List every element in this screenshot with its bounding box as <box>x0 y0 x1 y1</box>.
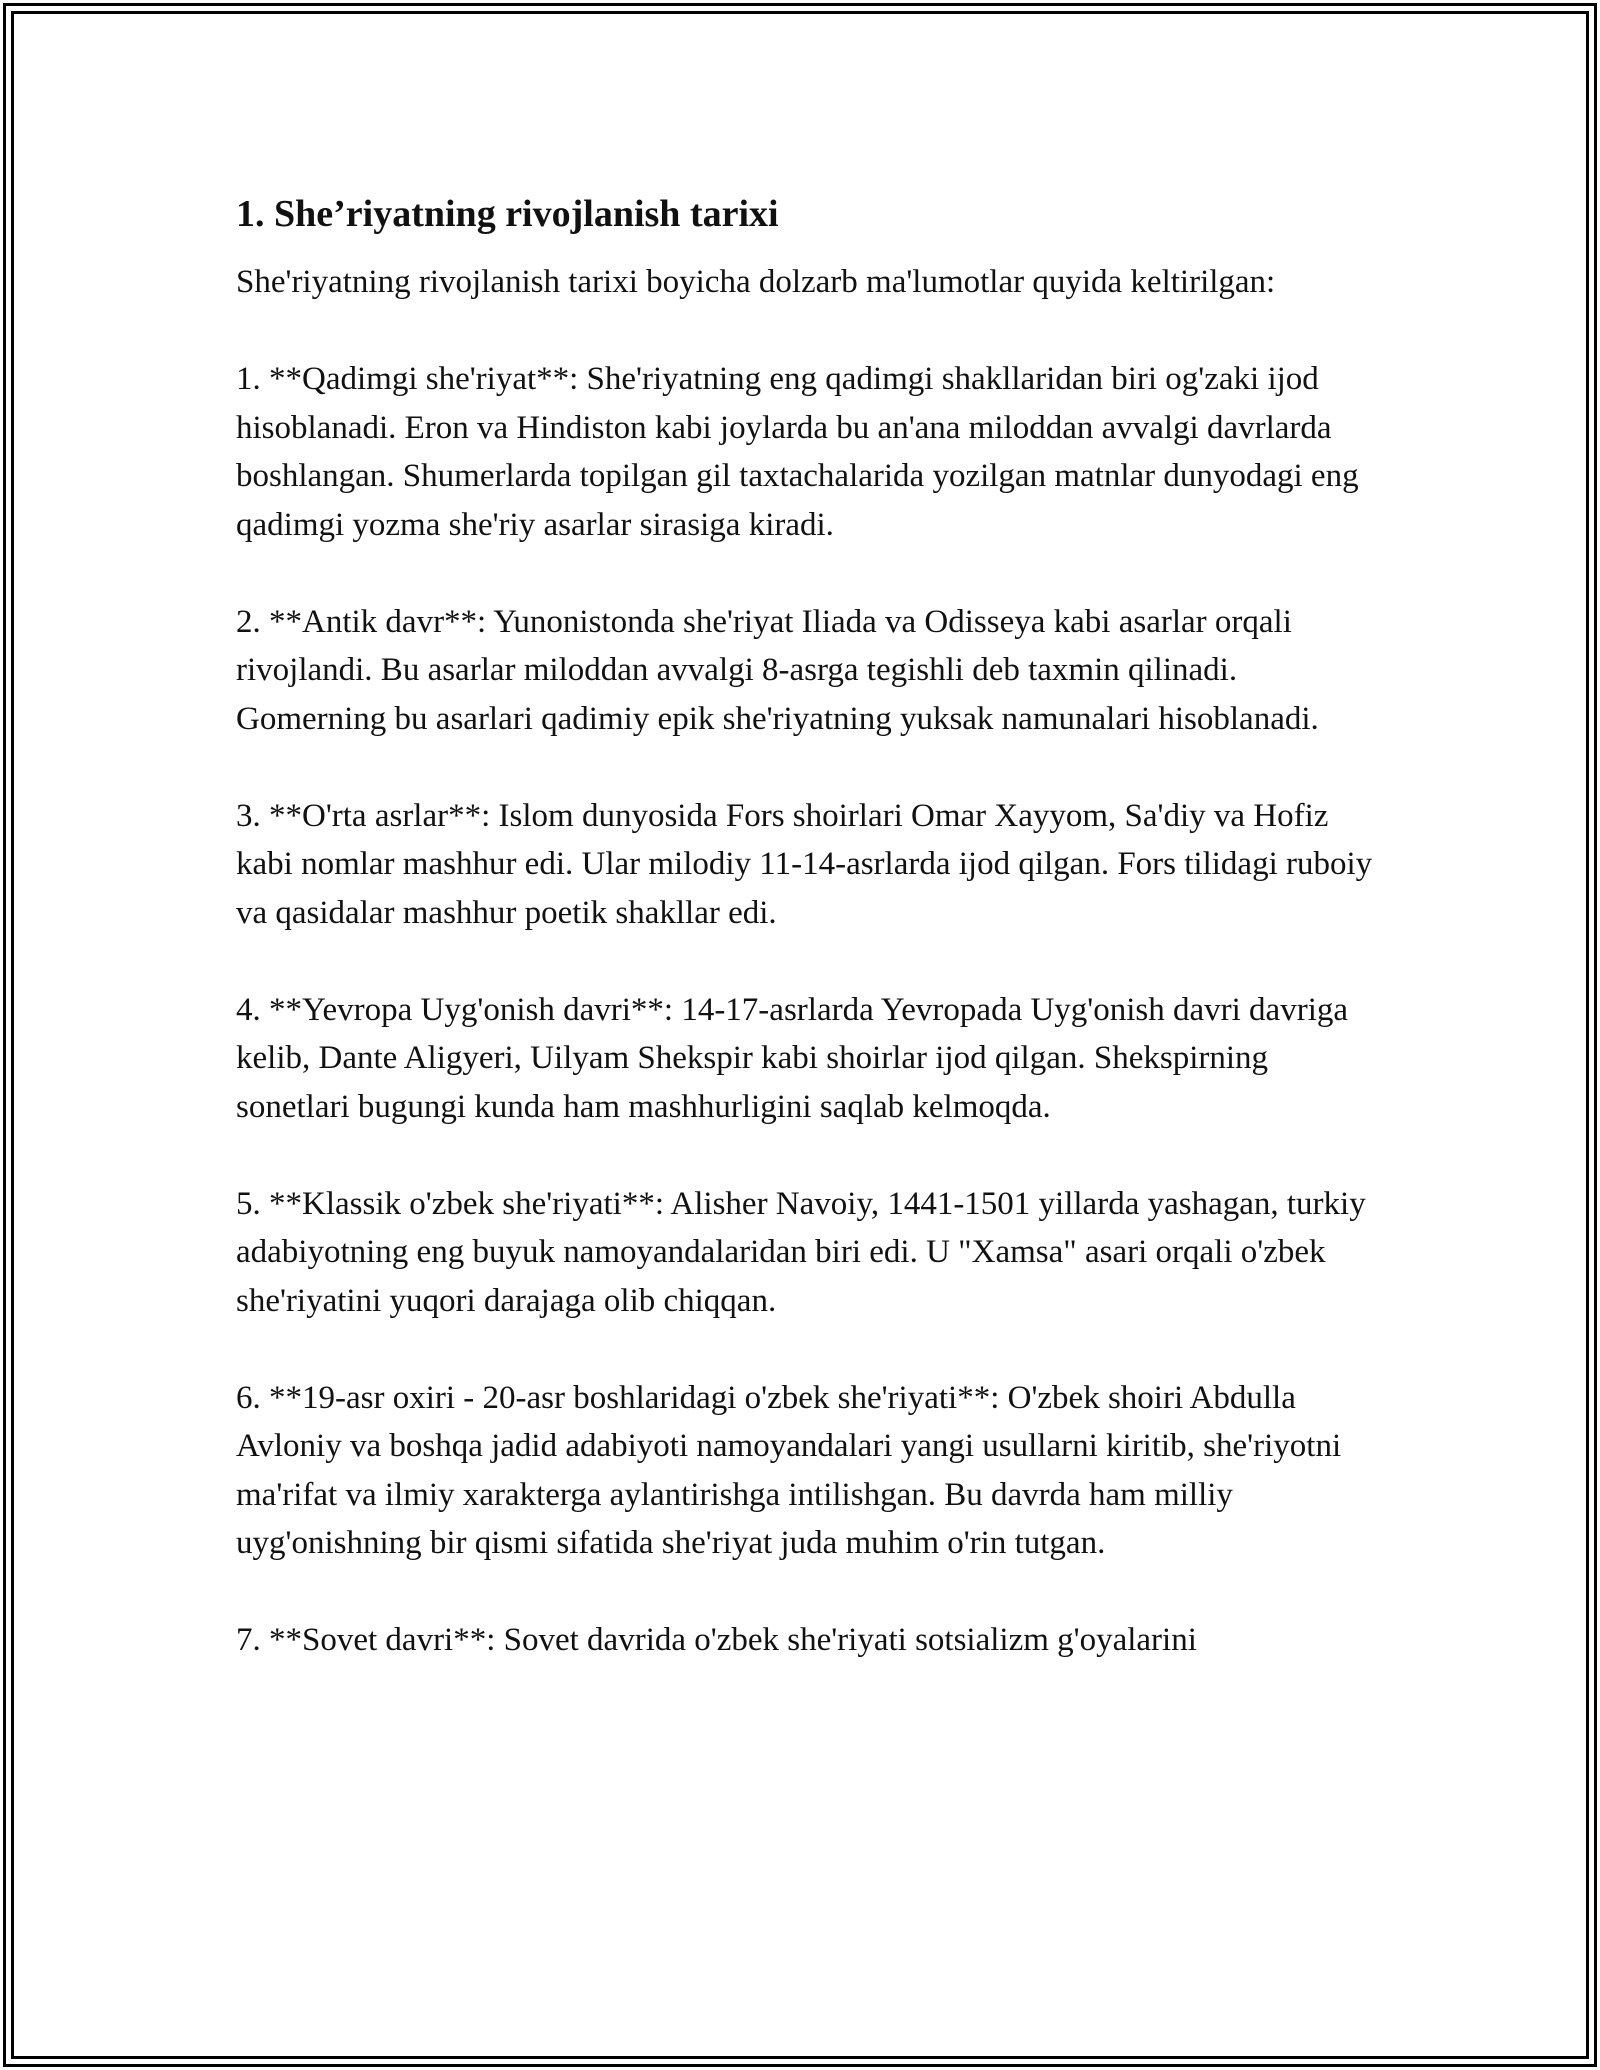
document-body <box>236 188 1376 1713</box>
paragraph-ancient-poetry: 1. **Qadimgi she'riyat**: She'riyatning eng qadimgi shakllaridan biri og'zaki ijod hisoblanadi. Eron va Hindiston kabi joylarda bu an'ana miloddan avvalgi davrlarda boshlangan. Shumerlarda topilgan gil taxtachalarida yozilgan matnlar dunyodagi eng qadimgi yozma she'riy asarlar sirasiga kiradi. <box>236 361 1359 543</box>
intro-paragraph: She'riyatning rivojlanish tarixi boyicha dolzarb ma'lumotlar quyida keltirilgan: <box>236 264 1276 300</box>
page-title: 1. She’riyatning rivojlanish tarixi <box>236 193 779 235</box>
paragraph-antiquity: 2. **Antik davr**: Yunonistonda she'riyat Iliada va Odisseya kabi asarlar orqali rivojlandi. Bu asarlar miloddan avvalgi 8-asrga tegishli deb taxmin qilinadi. Gomerning bu asarlari qadimiy epik she'riyatning yuksak namunalari hisoblanadi. <box>236 603 1319 737</box>
paragraph-classic-uzbek: 5. **Klassik o'zbek she'riyati**: Alisher Navoiy, 1441-1501 yillarda yashagan, turkiy adabiyotning eng buyuk namoyandalaridan biri edi. U "Xamsa" asari orqali o'zbek she'riyatini yuqori darajaga olib chiqqan. <box>236 1185 1366 1319</box>
paragraph-middle-ages: 3. **O'rta asrlar**: Islom dunyosida Fors shoirlari Omar Xayyom, Sa'diy va Hofiz kabi nomlar mashhur edi. Ular milodiy 11-14-asrlarda ijod qilgan. Fors tilidagi ruboiy va qasidalar mashhur poetik shakllar edi. <box>236 797 1373 931</box>
paragraph-renaissance: 4. **Yevropa Uyg'onish davri**: 14-17-asrlarda Yevropada Uyg'onish davri davriga kelib, Dante Aligyeri, Uilyam Shekspir kabi shoirlar ijod qilgan. Shekspirning sonetlari bugungi kunda ham mashhurligini saqlab kelmoqda. <box>236 991 1349 1125</box>
paragraph-jadid-era: 6. **19-asr oxiri - 20-asr boshlaridagi o'zbek she'riyati**: O'zbek shoiri Abdulla Avloniy va boshqa jadid adabiyoti namoyandalari yangi usullarni kiritib, she'riyotni ma'rifat va ilmiy xarakterga aylantirishga intilishgan. Bu davrda ham milliy uyg'onishning bir qismi sifatida she'riyat juda muhim o'rin tutgan. <box>236 1379 1342 1561</box>
paragraph-soviet-era: 7. **Sovet davri**: Sovet davrida o'zbek she'riyati sotsializm g'oyalarini <box>236 1622 1197 1658</box>
